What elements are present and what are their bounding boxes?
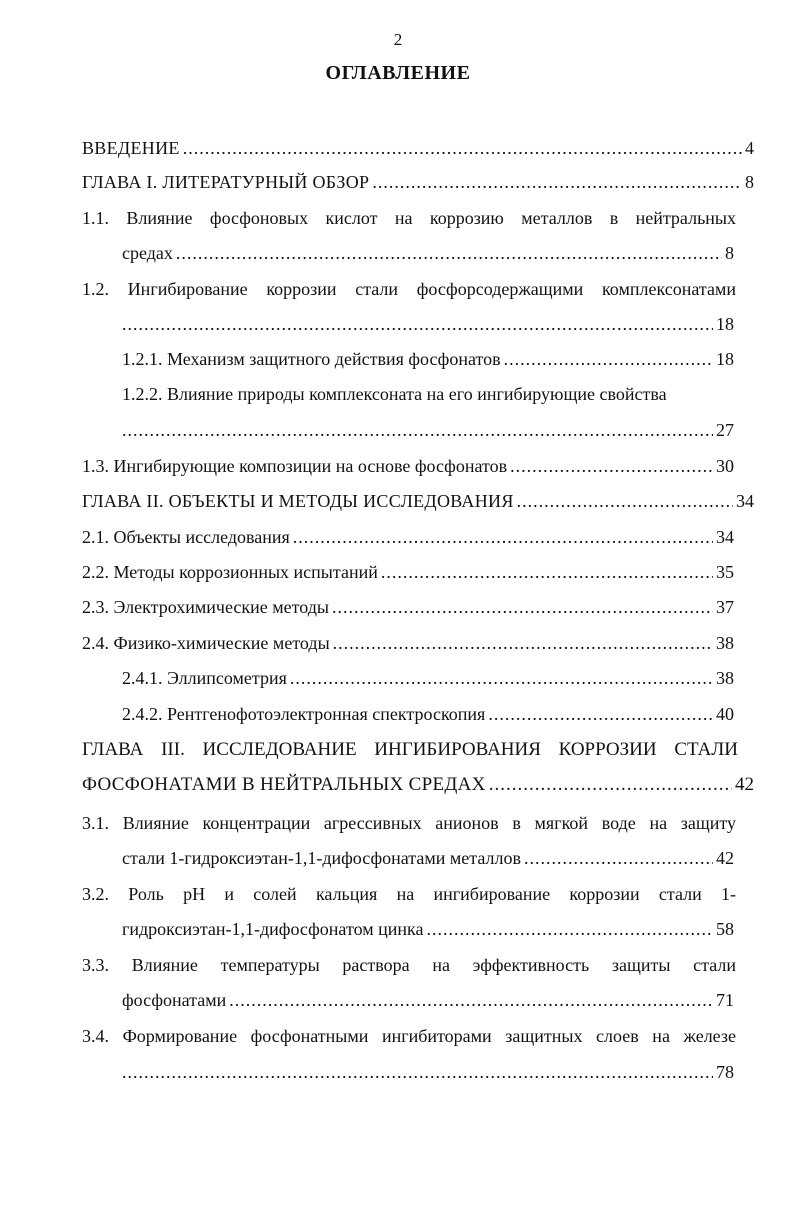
toc-entry-3-1-line2[interactable] xyxy=(122,846,734,870)
toc-entry-3-4-line1[interactable] xyxy=(82,1024,736,1048)
toc-leader-dots xyxy=(504,347,713,371)
toc-entry-page: 38 xyxy=(716,633,734,653)
toc-entry-page: 38 xyxy=(716,668,734,688)
toc-leader-dots xyxy=(489,773,732,797)
toc-leader-dots xyxy=(333,631,713,655)
toc-leader-dots xyxy=(122,1060,713,1084)
toc-leader-dots xyxy=(332,595,713,619)
toc-entry-page: 30 xyxy=(716,456,734,476)
toc-entry-title: 2.4.1. Эллипсометрия xyxy=(122,668,287,688)
toc-entry-page: 42 xyxy=(735,774,754,795)
toc-entry-1-2-2-line1[interactable] xyxy=(122,382,734,406)
toc-entry-title: 1.2.2. Влияние природы комплексоната на его ингибирующие свойства xyxy=(122,384,667,404)
toc-entry-3-2-line1[interactable] xyxy=(82,882,736,906)
toc-entry-intro[interactable] xyxy=(82,136,754,160)
toc-leader-dots xyxy=(381,560,713,584)
toc-entry-2-1[interactable] xyxy=(82,525,734,549)
toc-leader-dots xyxy=(510,454,713,478)
toc-leader-dots xyxy=(122,312,713,336)
toc-entry-page: 4 xyxy=(745,138,754,158)
toc-entry-title: 3.2. Роль рН и солей кальция на ингибирование коррозии стали 1- xyxy=(82,884,736,904)
toc-entry-title: 1.3. Ингибирующие композиции на основе фосфонатов xyxy=(82,456,508,476)
toc-leader-dots xyxy=(176,241,722,265)
toc-entry-title: ГЛАВА I. ЛИТЕРАТУРНЫЙ ОБЗОР xyxy=(82,172,370,192)
toc-entry-chapter-2[interactable] xyxy=(82,489,754,513)
toc-entry-1-1-line1[interactable] xyxy=(82,206,736,230)
toc-entry-2-4-1[interactable] xyxy=(122,666,734,690)
toc-entry-title: 1.2. Ингибирование коррозии стали фосфорсодержащими комплексонатами xyxy=(82,279,736,299)
toc-entry-title: 3.1. Влияние концентрации агрессивных анионов в мягкой воде на защиту xyxy=(82,813,736,833)
toc-entry-title: 3.3. Влияние температуры раствора на эффективность защиты стали xyxy=(82,955,736,975)
toc-entry-1-1-line2[interactable] xyxy=(122,241,734,265)
toc-leader-dots xyxy=(488,702,713,726)
toc-entry-2-4-2[interactable] xyxy=(122,702,734,726)
toc-leader-dots xyxy=(372,170,742,194)
toc-entry-3-3-line1[interactable] xyxy=(82,953,736,977)
toc-entry-chapter-1[interactable] xyxy=(82,170,754,194)
toc-entry-title-cont: средах xyxy=(122,243,173,263)
toc-entry-chapter-3-line1[interactable] xyxy=(82,738,738,762)
toc-entry-page: 42 xyxy=(716,848,734,868)
toc-entry-title: 1.2.1. Механизм защитного действия фосфонатов xyxy=(122,349,501,369)
toc-entry-1-2-2-line2[interactable] xyxy=(122,418,734,442)
page-number: 2 xyxy=(393,30,403,49)
toc-entry-title: ГЛАВА III. ИССЛЕДОВАНИЕ ИНГИБИРОВАНИЯ КОРРОЗИИ СТАЛИ xyxy=(82,739,738,760)
toc-entry-page: 34 xyxy=(736,491,754,511)
toc-entry-page: 34 xyxy=(716,527,734,547)
toc-entry-title: 2.4. Физико-химические методы xyxy=(82,633,330,653)
toc-entry-page: 27 xyxy=(716,420,734,440)
toc-leader-dots xyxy=(293,525,713,549)
toc-leader-dots xyxy=(524,846,713,870)
toc-leader-dots xyxy=(183,136,742,160)
toc-entry-title: ВВЕДЕНИЕ xyxy=(82,138,180,158)
toc-entry-title-cont: стали 1-гидроксиэтан-1,1-дифосфонатами металлов xyxy=(122,848,521,868)
toc-entry-title-cont: фосфонатами xyxy=(122,990,227,1010)
toc-entry-2-2[interactable] xyxy=(82,560,734,584)
toc-entry-2-4[interactable] xyxy=(82,631,734,655)
toc-entry-title: 2.3. Электрохимические методы xyxy=(82,597,330,617)
toc-entry-title-cont: ФОСФОНАТАМИ В НЕЙТРАЛЬНЫХ СРЕДАХ xyxy=(82,774,486,795)
toc-entry-page: 71 xyxy=(716,990,734,1010)
toc-leader-dots xyxy=(290,666,713,690)
toc-entry-2-3[interactable] xyxy=(82,595,734,619)
toc-entry-chapter-3-line2[interactable] xyxy=(82,773,754,797)
toc-entry-title: 1.1. Влияние фосфоновых кислот на коррозию металлов в нейтральных xyxy=(82,208,736,228)
toc-entry-3-4-line2[interactable] xyxy=(122,1060,734,1084)
toc-leader-dots xyxy=(517,489,733,513)
toc-entry-3-1-line1[interactable] xyxy=(82,811,736,835)
toc-entry-3-3-line2[interactable] xyxy=(122,988,734,1012)
toc-entry-1-2-line2[interactable] xyxy=(122,312,734,336)
page-title: ОГЛАВЛЕНИЕ xyxy=(325,62,471,84)
toc-entry-1-3[interactable] xyxy=(82,454,734,478)
toc-entry-page: 18 xyxy=(716,349,734,369)
toc-entry-title: 2.2. Методы коррозионных испытаний xyxy=(82,562,378,582)
toc-entry-title-cont: гидроксиэтан-1,1-дифосфонатом цинка xyxy=(122,919,424,939)
toc-entry-page: 8 xyxy=(745,172,754,192)
toc-entry-title: 3.4. Формирование фосфонатными ингибиторами защитных слоев на железе xyxy=(82,1026,736,1046)
toc-entry-1-2-1[interactable] xyxy=(122,347,734,371)
toc-entry-title: ГЛАВА II. ОБЪЕКТЫ И МЕТОДЫ ИССЛЕДОВАНИЯ xyxy=(82,491,514,511)
toc-leader-dots xyxy=(426,917,713,941)
toc-entry-page: 8 xyxy=(725,243,734,263)
toc-entry-title: 2.1. Объекты исследования xyxy=(82,527,290,547)
toc-entry-1-2-line1[interactable] xyxy=(82,277,736,301)
toc-entry-3-2-line2[interactable] xyxy=(122,917,734,941)
toc-entry-title: 2.4.2. Рентгенофотоэлектронная спектроскопия xyxy=(122,704,486,724)
toc-entry-page: 78 xyxy=(716,1062,734,1082)
toc-entry-page: 35 xyxy=(716,562,734,582)
toc-leader-dots xyxy=(122,418,713,442)
toc-leader-dots xyxy=(229,988,713,1012)
toc-entry-page: 40 xyxy=(716,704,734,724)
toc-entry-page: 37 xyxy=(716,597,734,617)
toc-entry-page: 58 xyxy=(716,919,734,939)
toc-entry-page: 18 xyxy=(716,314,734,334)
